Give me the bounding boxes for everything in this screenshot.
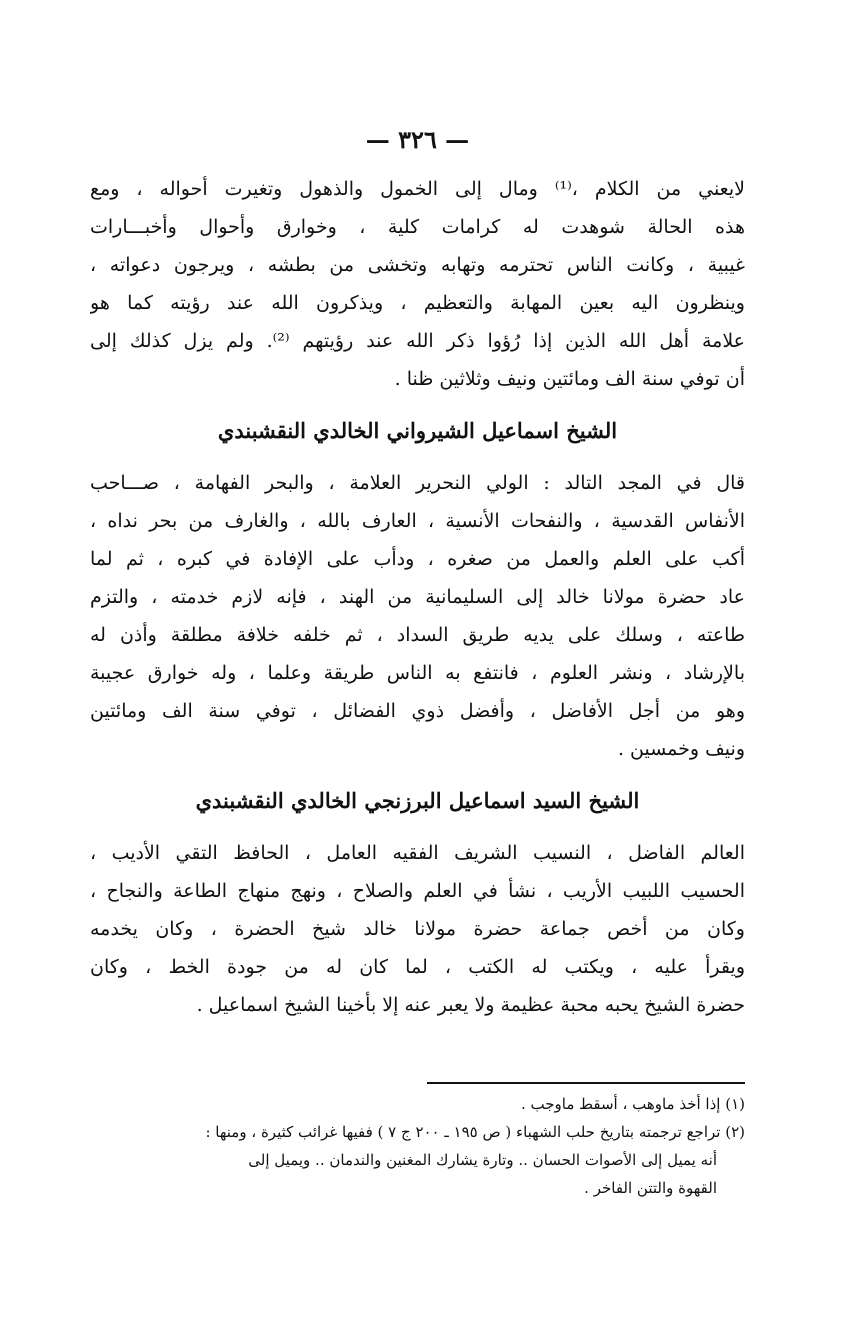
text-line: الحسيب اللبيب الأريب ، نشأ في العلم والصلاح ، ونهج منهاج الطاعة والنجاح ، [90,880,745,902]
text-line: ويقرأ عليه ، ويكتب له الكتب ، لما كان له من جودة الخط ، وكان [90,956,745,978]
paragraph-continuation [90,170,745,398]
paragraph-barzanji [90,834,745,1024]
text-line: طاعته ، وسلك على يديه طريق السداد ، ثم خلفه خلافة مطلقة وأذن له [90,624,745,646]
footnote-2 [90,1118,745,1202]
footnotes [90,1082,745,1202]
text-line: وينظرون اليه بعين المهابة والتعظيم ، ويذكرون الله عند رؤيته كما هو [90,292,745,314]
text-line: حضرة الشيخ يحبه محبة عظيمة ولا يعبر عنه إلا بأخينا الشيخ اسماعيل . [196,994,745,1016]
text-line: أن توفي سنة الف ومائتين ونيف وثلاثين ظنا . [394,368,745,390]
text-line: بالإرشاد ، ونشر العلوم ، فانتفع به الناس طريقة وعلما ، وله خوارق عجيبة [90,662,745,684]
footnote-divider [427,1082,745,1084]
page-number: — ٣٢٦ — [365,125,470,154]
text-line: علامة أهل الله الذين إذا رُؤوا ذكر الله عند رؤيتهم ⁽²⁾. ولم يزل كذلك إلى [90,330,745,352]
text-line: الأنفاس القدسية ، والنفحات الأنسية ، العارف بالله ، والغارف من بحر نداه ، [90,510,745,532]
footnote-line: (١) إذا أخذ ماوهب ، أسقط ماوجب . [521,1095,745,1113]
section-heading-shirwani: الشيخ اسماعيل الشيرواني الخالدي النقشبندي [217,418,618,443]
text-line: أكب على العلم والعمل من صغره ، ودأب على الإفادة في كبره ، ثم لما [90,548,745,570]
document-page [90,120,745,1270]
section-heading-barzanji: الشيخ السيد اسماعيل البرزنجي الخالدي النقشبندي [195,788,640,813]
footnote-line: (٢) تراجع ترجمته بتاريخ حلب الشهباء ( ص ١٩٥ ـ ٢٠٠ ج ٧ ) ففيها غرائب كثيرة ، ومنها : [205,1123,745,1141]
footnote-line: أنه يميل إلى الأصوات الحسان .. وتارة يشارك المغنين والندمان .. ويميل إلى [248,1151,717,1169]
footnote-1 [90,1090,745,1118]
text-line: وكان من أخص جماعة حضرة مولانا خالد شيخ الحضرة ، وكان يخدمه [90,918,745,940]
footnote-line: القهوة والتتن الفاخر . [584,1179,717,1197]
text-line: العالم الفاضل ، النسيب الشريف الفقيه العامل ، الحافظ التقي الأديب ، [90,842,745,864]
text-line: وهو من أجل الأفاضل ، وأفضل ذوي الفضائل ، توفي سنة الف ومائتين [90,700,745,722]
text-line: ونيف وخمسين . [617,738,745,760]
text-line: قال في المجد التالد : الولي النحرير العلامة ، والبحر الفهامة ، صـــاحب [90,472,745,494]
text-line: غيبية ، وكانت الناس تحترمه وتهابه وتخشى من بطشه ، ويرجون دعواته ، [90,254,745,276]
text-line: عاد حضرة مولانا خالد إلى السليمانية من الهند ، فإنه لازم خدمته ، والتزم [90,586,745,608]
text-line: هذه الحالة شوهدت له كرامات كلية ، وخوارق وأحوال وأخبـــارات [90,216,745,238]
paragraph-shirwani [90,464,745,768]
text-line: لايعني من الكلام ،⁽¹⁾ ومال إلى الخمول والذهول وتغيرت أحواله ، ومع [90,178,745,200]
